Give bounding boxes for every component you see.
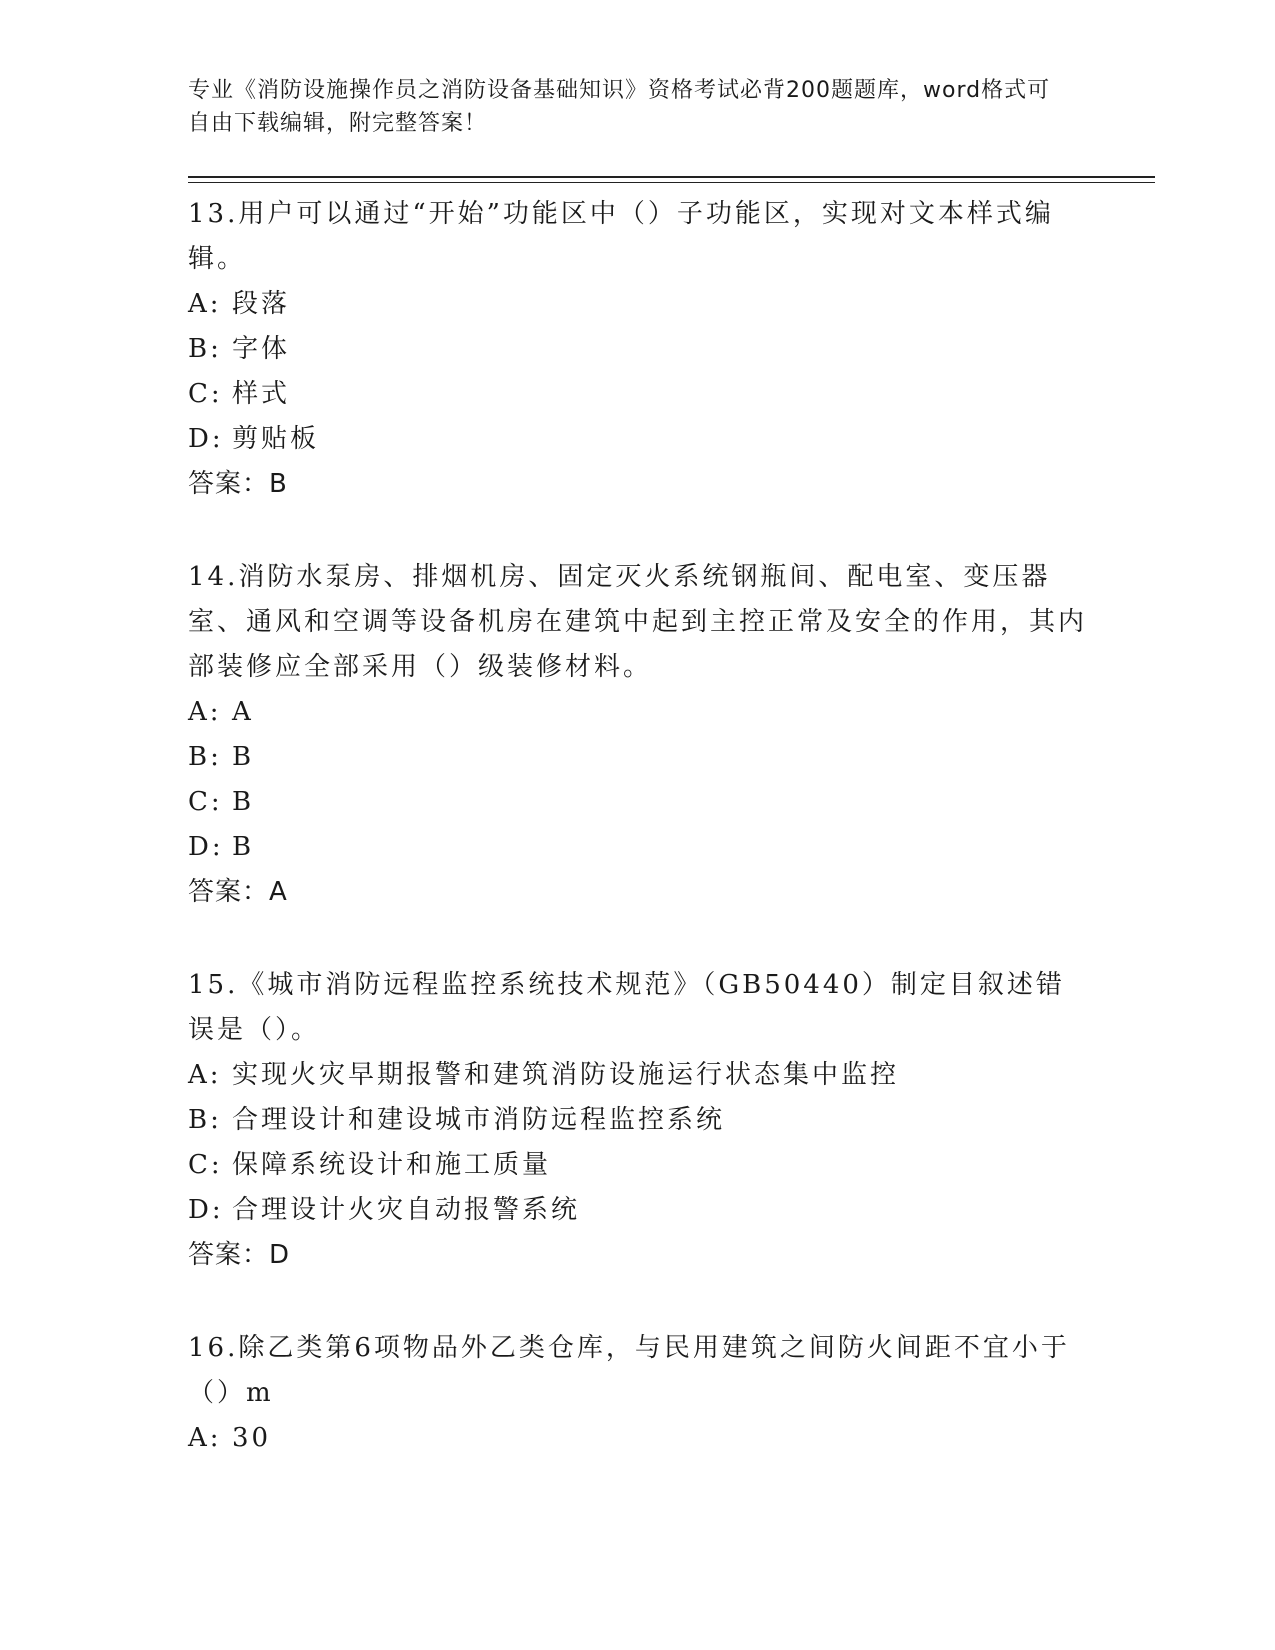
answer-line: 答案：D bbox=[188, 1240, 291, 1270]
option-text: B bbox=[232, 742, 255, 772]
option-text: B bbox=[232, 832, 255, 862]
option-c bbox=[188, 372, 1088, 417]
option-letter: D: bbox=[188, 832, 224, 862]
option-text: 字体 bbox=[232, 334, 291, 364]
option-c bbox=[188, 1143, 1088, 1188]
answer-line: 答案：B bbox=[188, 469, 288, 499]
header-divider-thin bbox=[188, 182, 1155, 183]
question-14 bbox=[188, 551, 1088, 915]
option-letter: B: bbox=[188, 334, 222, 364]
option-text: 保障系统设计和施工质量 bbox=[232, 1150, 552, 1180]
option-b bbox=[188, 327, 1088, 372]
option-text: 样式 bbox=[232, 379, 291, 409]
option-d bbox=[188, 825, 1088, 870]
option-c bbox=[188, 780, 1088, 825]
option-a bbox=[188, 690, 1088, 735]
option-b bbox=[188, 735, 1088, 780]
option-b bbox=[188, 1098, 1088, 1143]
option-text: 合理设计火灾自动报警系统 bbox=[232, 1195, 581, 1225]
option-text: A bbox=[232, 697, 254, 727]
question-stem: 15.《城市消防远程监控系统技术规范》（GB50440）制定目叙述错误是（）。 bbox=[188, 970, 1065, 1045]
question-stem: 14.消防水泵房、排烟机房、固定灭火系统钢瓶间、配电室、变压器室、通风和空调等设备机房在建筑中起到主控正常及安全的作用，其内部装修应全部采用（）级装修材料。 bbox=[188, 562, 1088, 682]
header-divider-thick bbox=[188, 176, 1155, 178]
question-13 bbox=[188, 188, 1088, 507]
option-text: B bbox=[232, 787, 255, 817]
option-letter: A: bbox=[188, 1423, 222, 1453]
option-text: 实现火灾早期报警和建筑消防设施运行状态集中监控 bbox=[232, 1060, 900, 1090]
option-a bbox=[188, 1053, 1088, 1098]
option-a bbox=[188, 1416, 1088, 1461]
option-text: 30 bbox=[232, 1423, 272, 1453]
option-letter: A: bbox=[188, 289, 222, 319]
option-letter: B: bbox=[188, 742, 222, 772]
option-text: 剪贴板 bbox=[232, 424, 320, 454]
document-header: 专业《消防设施操作员之消防设备基础知识》资格考试必背200题题库，word格式可自由下载编辑，附完整答案！ bbox=[188, 78, 1051, 136]
question-stem: 13.用户可以通过“开始”功能区中（）子功能区，实现对文本样式编辑。 bbox=[188, 199, 1054, 274]
option-letter: A: bbox=[188, 697, 222, 727]
question-16 bbox=[188, 1322, 1088, 1461]
option-letter: C: bbox=[188, 379, 223, 409]
option-d bbox=[188, 1188, 1088, 1233]
option-d bbox=[188, 417, 1088, 462]
option-a bbox=[188, 282, 1088, 327]
question-stem: 16.除乙类第6项物品外乙类仓库，与民用建筑之间防火间距不宜小于（）m bbox=[188, 1333, 1070, 1408]
option-letter: A: bbox=[188, 1060, 222, 1090]
option-letter: B: bbox=[188, 1105, 222, 1135]
option-letter: C: bbox=[188, 787, 223, 817]
question-15 bbox=[188, 959, 1088, 1278]
option-letter: D: bbox=[188, 424, 224, 454]
option-letter: D: bbox=[188, 1195, 224, 1225]
answer-line: 答案：A bbox=[188, 877, 288, 907]
option-letter: C: bbox=[188, 1150, 223, 1180]
question-list bbox=[188, 188, 1088, 1505]
option-text: 合理设计和建设城市消防远程监控系统 bbox=[232, 1105, 726, 1135]
option-text: 段落 bbox=[232, 289, 291, 319]
